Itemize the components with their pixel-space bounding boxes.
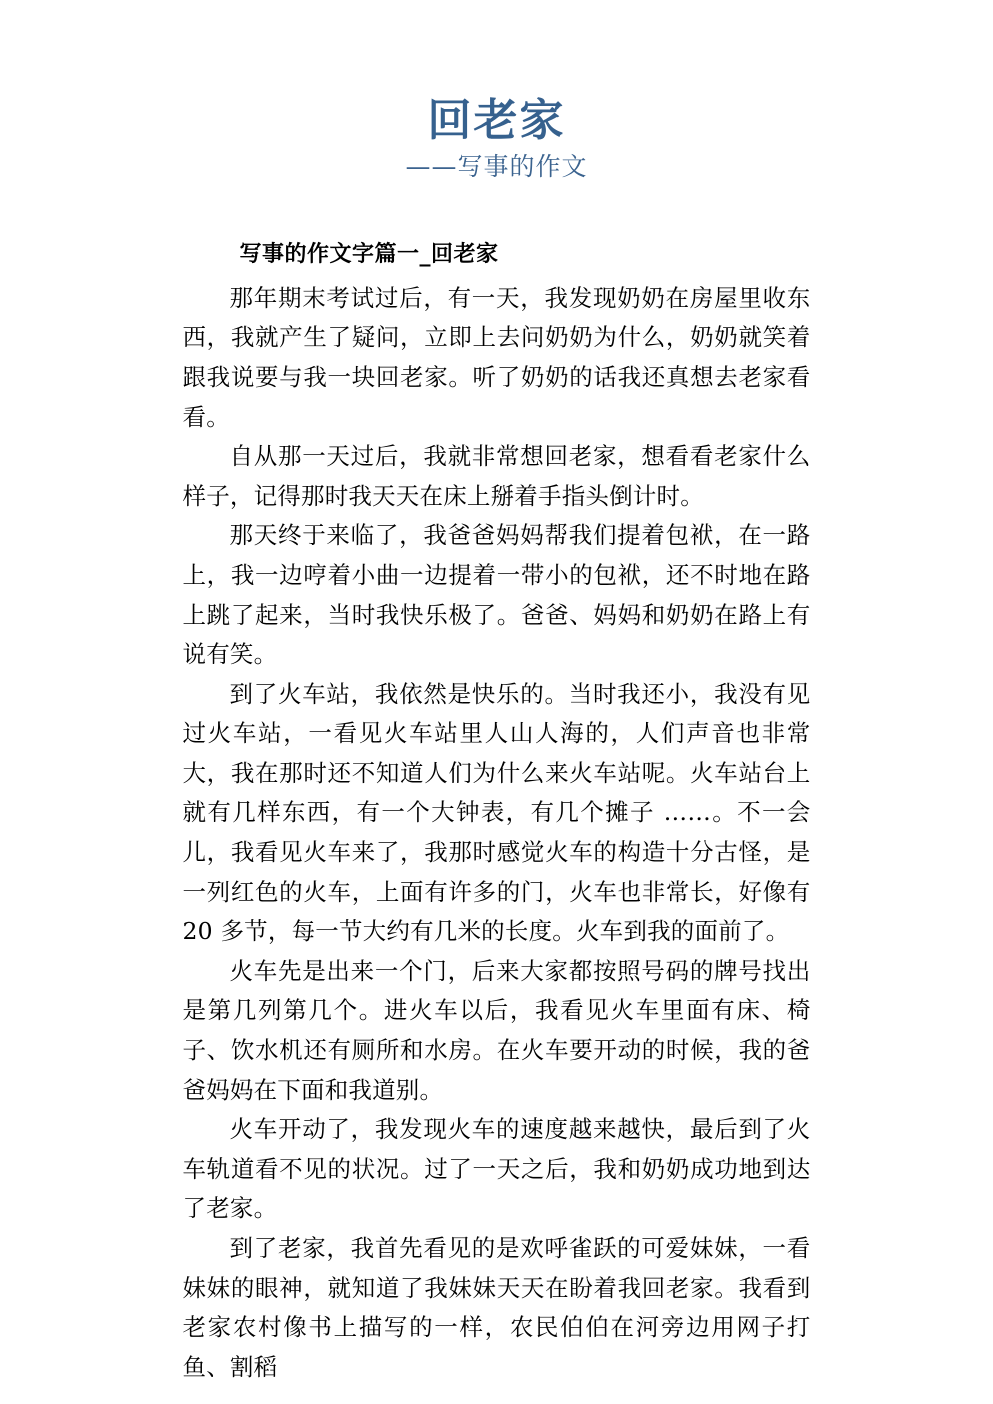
title-block: [0, 0, 993, 184]
section-heading: 写事的作文字篇一_回老家: [239, 241, 499, 267]
paragraph: 火车开动了，我发现火车的速度越来越快，最后到了火车轨道看不见的状况。过了一天之后，我和奶奶成功地到达了老家。: [182, 1115, 811, 1223]
paragraph: 自从那一天过后，我就非常想回老家，想看看老家什么样子，记得那时我天天在床上掰着手指头倒计时。: [182, 442, 811, 510]
page-title: 回老家: [427, 95, 566, 146]
page-subtitle: ——写事的作文: [405, 152, 588, 182]
document-body: [183, 184, 811, 1388]
paragraph: 火车先是出来一个门，后来大家都按照号码的牌号找出是第几列第几个。进火车以后，我看见火车里面有床、椅子、饮水机还有厕所和水房。在火车要开动的时候，我的爸爸妈妈在下面和我道别。: [182, 956, 811, 1104]
paragraph: 那年期末考试过后，有一天，我发现奶奶在房屋里收东西，我就产生了疑问，立即上去问奶奶为什么，奶奶就笑着跟我说要与我一块回老家。听了奶奶的话我还真想去老家看看。: [182, 283, 811, 431]
paragraph: 到了老家，我首先看见的是欢呼雀跃的可爱妹妹，一看妹妹的眼神，就知道了我妹妹天天在盼着我回老家。我看到老家农村像书上描写的一样，农民伯伯在河旁边用网子打鱼、割稻: [182, 1234, 811, 1381]
paragraph: 那天终于来临了，我爸爸妈妈帮我们提着包袱，在一路上，我一边哼着小曲一边提着一带小的包袱，还不时地在路上跳了起来，当时我快乐极了。爸爸、妈妈和奶奶在路上有说有笑。: [182, 521, 811, 669]
paragraph: 到了火车站，我依然是快乐的。当时我还小，我没有见过火车站，一看见火车站里人山人海的，人们声音也非常大，我在那时还不知道人们为什么来火车站呢。火车站台上就有几样东西，有一个大钟表，有几个摊子 ……。不一会儿，我看见火车来了，我那时感觉火车的构造十分古怪，是一列红色的火车，上面有许多的门，火车也非常长，好像有 20 多节，每一节大约有几米的长度。火车到我的面前了。: [182, 679, 811, 946]
